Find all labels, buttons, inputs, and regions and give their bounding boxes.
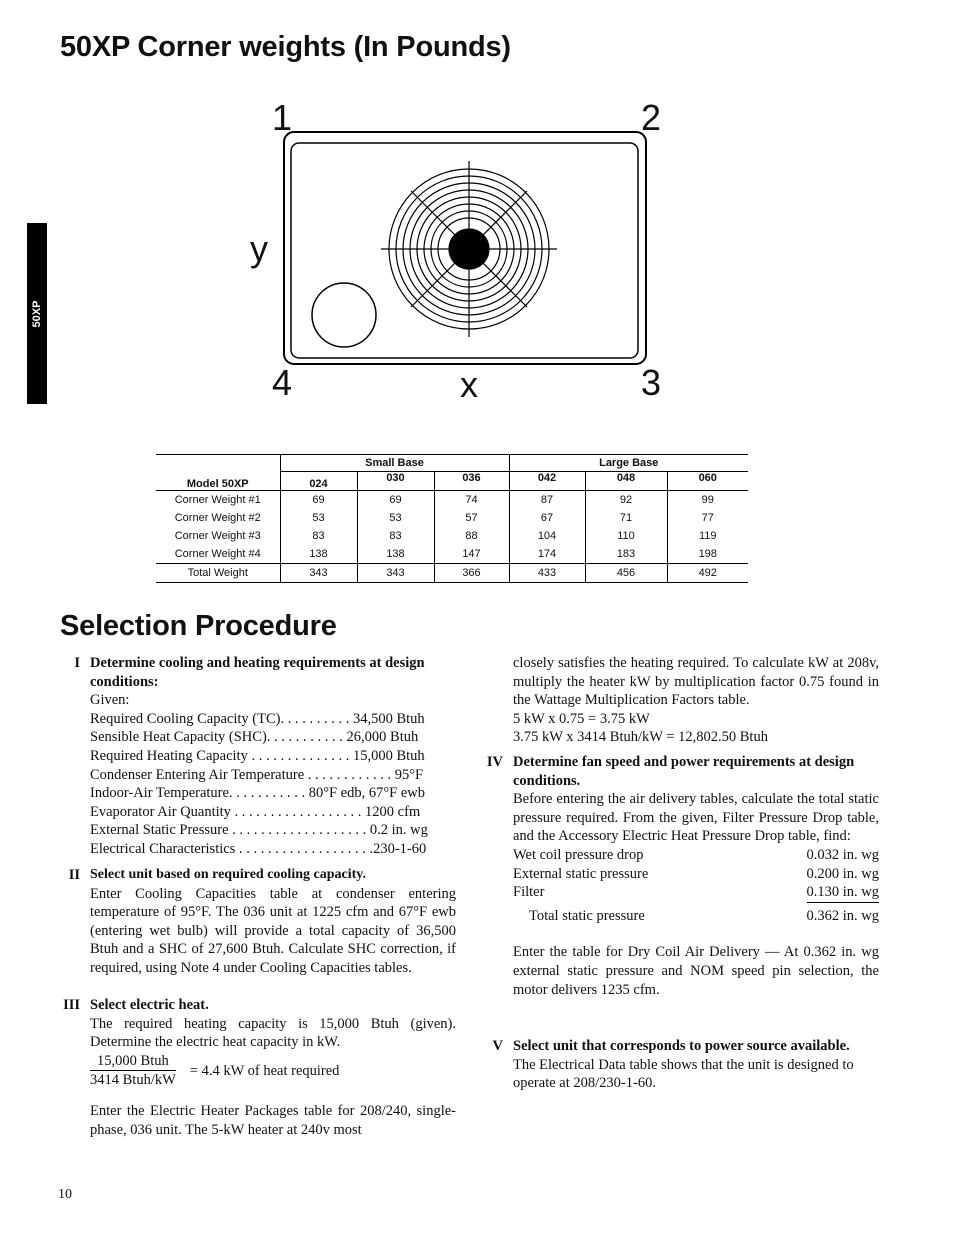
calc-line: 3.75 kW x 3414 Btuh/kW = 12,802.50 Btuh	[513, 729, 768, 746]
pressure-value: 0.032 in. wg	[806, 846, 879, 863]
model-column-header: Model 50XP	[186, 478, 249, 490]
table-cell: 53	[280, 509, 357, 527]
step-5-title: Select unit that corresponds to power source available.	[513, 1038, 850, 1054]
table-cell: 99	[667, 491, 748, 510]
given-item: Required Cooling Capacity (TC). . . . . . . . . . 34,500 Btuh	[90, 710, 425, 727]
axis-label-x: x	[460, 364, 478, 405]
step-3-continuation: closely satisfies the heating required. To calculate kW at 208v, multiply the heater kW by multiplication factor 0.75 found in the Wattage Multiplication Factors table.	[513, 655, 879, 709]
pressure-label: Filter	[513, 884, 545, 901]
table-row	[156, 564, 748, 583]
total-pressure-label: Total static pressure	[529, 907, 645, 924]
step-3-title: Select electric heat.	[90, 997, 209, 1013]
step-4-title: Determine fan speed and power requirements at design conditions.	[513, 754, 855, 789]
given-label: Given:	[90, 692, 130, 709]
row-label: Total Weight	[187, 567, 248, 579]
step-4-number: IV	[486, 754, 503, 770]
pressure-label: Wet coil pressure drop	[513, 846, 644, 863]
step-2-number: II	[68, 867, 80, 883]
step-5-body: The Electrical Data table shows that the unit is designed to operate at 208/230-1-60.	[513, 1056, 854, 1092]
model-header: 042	[509, 472, 585, 491]
table-cell: 433	[509, 564, 585, 583]
step-4-body: Before entering the air delivery tables, calculate the total static pressure required. From the given, Filter Pressure Drop table, and the Accessory Electric Heat Pressure Drop table, find:	[513, 791, 879, 845]
corner-label-4: 4	[272, 362, 293, 403]
table-row	[156, 509, 748, 527]
pressure-row	[513, 865, 879, 884]
step-4	[513, 753, 879, 999]
large-base-header: Large Base	[509, 455, 748, 472]
step-3	[90, 996, 456, 1139]
step-5	[513, 1037, 879, 1093]
fraction-result: = 4.4 kW of heat required	[189, 1062, 340, 1079]
table-cell: 92	[585, 491, 667, 510]
given-item: Sensible Heat Capacity (SHC). . . . . . . . . . . 26,000 Btuh	[90, 729, 419, 746]
table-cell: 343	[357, 564, 434, 583]
table-cell: 69	[357, 491, 434, 510]
step-3-body-2: Enter the Electric Heater Packages table for 208/240, single-phase, 036 unit. The 5-kW heater at 240v most	[90, 1102, 456, 1138]
pressure-row	[513, 846, 879, 865]
step-3-body: The required heating capacity is 15,000 Btuh (given). Determine the electric heat capacity in kW.	[90, 1015, 456, 1051]
corner-label-3: 3	[641, 362, 662, 403]
unit-top-view-diagram	[280, 128, 650, 368]
table-cell: 147	[434, 545, 509, 564]
table-cell: 110	[585, 527, 667, 545]
step-5-number: V	[492, 1038, 503, 1054]
corner-label-1: 1	[272, 97, 293, 138]
pressure-value: 0.200 in. wg	[806, 865, 879, 882]
row-label: Corner Weight #1	[174, 494, 261, 506]
model-header: 048	[585, 472, 667, 491]
given-item: Indoor-Air Temperature. . . . . . . . . . . 80°F edb, 67°F ewb	[90, 785, 426, 802]
table-cell: 104	[509, 527, 585, 545]
step-1-title: Determine cooling and heating requirements at design conditions:	[90, 655, 425, 690]
table-cell: 138	[357, 545, 434, 564]
table-cell: 83	[280, 527, 357, 545]
table-cell: 57	[434, 509, 509, 527]
given-item: Evaporator Air Quantity . . . . . . . . . . . . . . . . . . 1200 cfm	[90, 803, 421, 820]
table-cell: 69	[280, 491, 357, 510]
model-header: 060	[667, 472, 748, 491]
fraction-denominator: 3414 Btuh/kW	[90, 1072, 176, 1089]
given-item: Electrical Characteristics . . . . . . . . . . . . . . . . . . .230-1-60	[90, 840, 427, 857]
step-4-body-2: Enter the table for Dry Coil Air Delivery — At 0.362 in. wg external static pressure and NOM speed pin selection, the motor delivers 1235 cfm.	[513, 944, 879, 998]
step-3-continued	[513, 654, 879, 747]
table-cell: 71	[585, 509, 667, 527]
table-cell: 88	[434, 527, 509, 545]
fan-guard-icon	[381, 161, 557, 337]
section-side-tab	[27, 223, 47, 404]
given-item: Condenser Entering Air Temperature . . . . . . . . . . . . 95°F	[90, 766, 424, 783]
row-label: Corner Weight #2	[174, 512, 261, 524]
table-row	[156, 527, 748, 545]
table-cell: 53	[357, 509, 434, 527]
row-label: Corner Weight #4	[174, 548, 261, 560]
table-cell: 366	[434, 564, 509, 583]
table-row	[156, 491, 748, 510]
small-base-header: Small Base	[280, 455, 509, 472]
corner-weights-table	[156, 454, 748, 583]
table-cell: 67	[509, 509, 585, 527]
step-2	[90, 866, 456, 978]
page-number: 10	[58, 1187, 72, 1202]
step-2-body: Enter Cooling Capacities table at condenser entering temperature of 95°F. The 036 unit at 1225 cfm and 67°F ewb (entering wet bulb) will provide a total capacity of 36,500 Btuh and a SHC of 27,600 Btuh. Calculate SHC correction, if required, using Note 4 under Cooling Capacities tables.	[90, 885, 456, 976]
corner-weights-heading: 50XP Corner weights (In Pounds)	[60, 31, 511, 63]
corner-label-2: 2	[641, 97, 662, 138]
step-1	[90, 654, 452, 859]
fraction-numerator: 15,000 Btuh	[90, 1052, 176, 1072]
compressor-icon	[312, 283, 376, 347]
table-cell: 174	[509, 545, 585, 564]
model-header: 036	[434, 472, 509, 491]
pressure-value: 0.130 in. wg	[807, 883, 880, 903]
pressure-label: External static pressure	[513, 865, 649, 882]
step-3-number: III	[63, 997, 80, 1013]
given-item: Required Heating Capacity . . . . . . . . . . . . . . 15,000 Btuh	[90, 747, 425, 764]
selection-procedure-heading: Selection Procedure	[60, 610, 337, 642]
table-row	[156, 545, 748, 564]
table-cell: 183	[585, 545, 667, 564]
table-cell: 119	[667, 527, 748, 545]
total-pressure-row	[513, 907, 879, 926]
table-cell: 74	[434, 491, 509, 510]
axis-label-y: y	[250, 228, 268, 269]
heat-fraction	[90, 1052, 456, 1090]
table-cell: 198	[667, 545, 748, 564]
pressure-row	[513, 883, 879, 903]
model-header: 030	[357, 472, 434, 491]
table-cell: 87	[509, 491, 585, 510]
step-2-title: Select unit based on required cooling capacity.	[90, 867, 366, 882]
table-cell: 83	[357, 527, 434, 545]
table-cell: 456	[585, 564, 667, 583]
calc-line: 5 kW x 0.75 = 3.75 kW	[513, 710, 650, 727]
table-cell: 492	[667, 564, 748, 583]
given-item: External Static Pressure . . . . . . . . . . . . . . . . . . . 0.2 in. wg	[90, 822, 428, 839]
row-label: Corner Weight #3	[174, 530, 261, 542]
step-1-number: I	[74, 655, 80, 671]
side-tab-label: 50XP	[31, 300, 43, 328]
table-cell: 138	[280, 545, 357, 564]
model-header: 024	[280, 472, 357, 491]
table-cell: 343	[280, 564, 357, 583]
total-pressure-value: 0.362 in. wg	[806, 907, 879, 924]
table-cell: 77	[667, 509, 748, 527]
